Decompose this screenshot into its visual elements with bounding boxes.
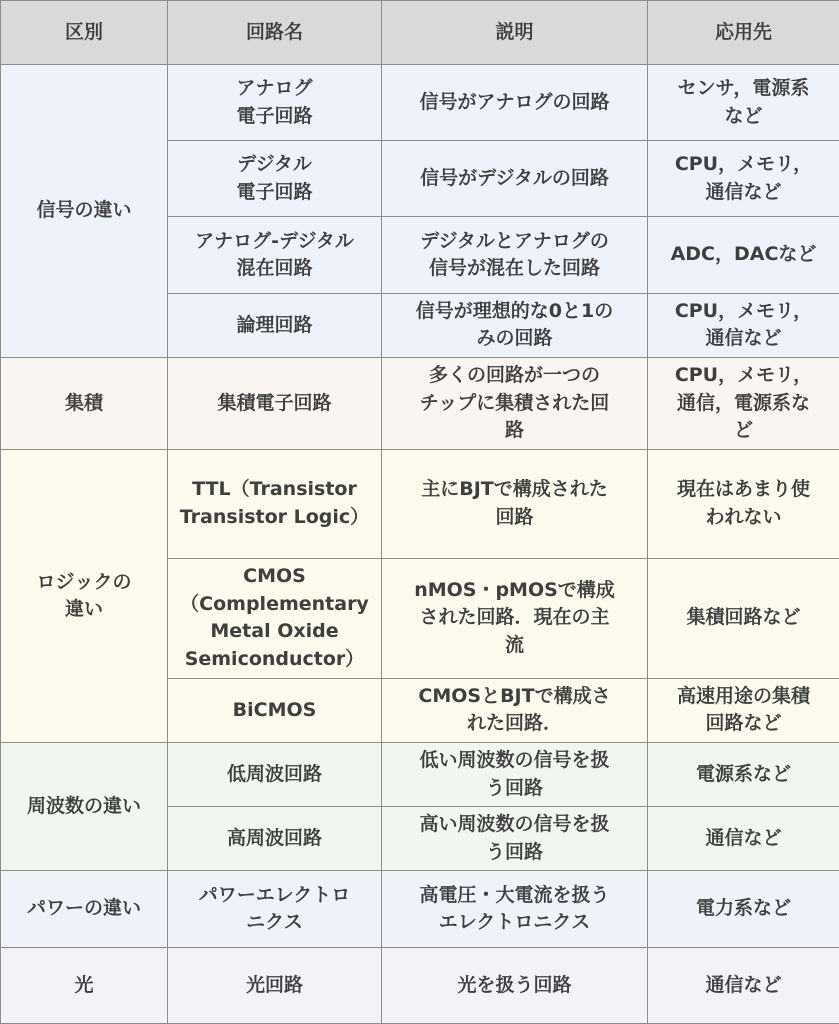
- circuit-name-text: 低周波回路: [226, 762, 322, 785]
- circuit-name-cell: [168, 558, 382, 678]
- circuit-name-cell: [168, 141, 382, 217]
- applications-cell: [648, 871, 839, 947]
- circuit-name-text: 集積電子回路: [217, 391, 332, 414]
- applications-text: センサ，電源系 など: [677, 77, 810, 127]
- applications-cell: [648, 947, 839, 1023]
- table-header-row: [1, 1, 839, 65]
- circuit-name-text: 高周波回路: [226, 827, 322, 850]
- table-row: [1, 450, 839, 558]
- applications-cell: [648, 293, 839, 357]
- circuit-name-cell: [168, 357, 382, 449]
- applications-text: 通信など: [705, 973, 782, 996]
- description-cell: [382, 871, 648, 947]
- description-cell: [382, 293, 648, 357]
- description-text: 主にBJTで構成された 回路: [421, 478, 608, 528]
- circuit-name-text: アナログ-デジタル 混在回路: [195, 229, 354, 280]
- description-cell: [382, 678, 648, 742]
- applications-cell: [648, 450, 839, 558]
- category-cell: [1, 65, 168, 358]
- description-text: 信号がデジタルの回路: [420, 167, 609, 190]
- applications-text: 通信など: [705, 827, 782, 850]
- description-text: 多くの回路が一つの チップに集積された回 路: [419, 364, 610, 442]
- description-text: nMOS・pMOSで構成 された回路．現在の主 流: [414, 578, 615, 656]
- circuit-name-cell: [168, 807, 382, 871]
- applications-text: 電源系など: [695, 762, 791, 785]
- category-label: 信号の違い: [36, 199, 132, 222]
- applications-text: CPU，メモリ， 通信，電源系な ど: [674, 364, 813, 442]
- circuit-name-cell: [168, 678, 382, 742]
- circuit-name-cell: [168, 947, 382, 1023]
- description-cell: [382, 743, 648, 807]
- applications-cell: [648, 743, 839, 807]
- circuit-name-cell: [168, 450, 382, 558]
- circuit-name-text: パワーエレクトロ ニクス: [198, 883, 351, 934]
- description-cell: [382, 217, 648, 293]
- category-label: パワーの違い: [26, 897, 141, 920]
- description-text: CMOSとBJTで構成さ れた回路．: [418, 684, 611, 735]
- table-body: [1, 65, 839, 1024]
- description-text: デジタルとアナログの 信号が混在した回路: [420, 229, 609, 280]
- table-row: [1, 65, 839, 141]
- circuit-name-cell: [168, 65, 382, 141]
- description-cell: [382, 558, 648, 678]
- description-text: 高電圧・大電流を扱う エレクトロニクス: [419, 883, 610, 934]
- category-label: 周波数の違い: [26, 794, 141, 817]
- category-cell: [1, 947, 168, 1023]
- applications-text: 集積回路など: [686, 606, 801, 629]
- description-cell: [382, 141, 648, 217]
- circuit-name-text: 論理回路: [236, 313, 313, 336]
- description-cell: [382, 357, 648, 449]
- category-cell: [1, 450, 168, 743]
- description-text: 光を扱う回路: [457, 973, 572, 996]
- table-row: [1, 947, 839, 1023]
- category-cell: [1, 743, 168, 871]
- category-cell: [1, 871, 168, 947]
- category-cell: [1, 357, 168, 449]
- circuit-name-cell: [168, 871, 382, 947]
- applications-cell: [648, 217, 839, 293]
- applications-cell: [648, 807, 839, 871]
- applications-text: 電力系など: [695, 897, 791, 920]
- applications-text: 高速用途の集積 回路など: [676, 684, 810, 735]
- applications-text: 現在はあまり使 われない: [676, 478, 810, 528]
- applications-cell: [648, 65, 839, 141]
- category-label: 光: [74, 973, 94, 996]
- description-text: 信号が理想的な0と1の みの回路: [415, 299, 614, 350]
- applications-text: ADC，DACなど: [670, 243, 817, 266]
- category-label: 集積: [64, 391, 103, 414]
- applications-text: CPU，メモリ， 通信など: [674, 153, 813, 203]
- table-row: [1, 871, 839, 947]
- header-applications: 応用先: [648, 1, 839, 65]
- description-cell: [382, 947, 648, 1023]
- applications-cell: [648, 141, 839, 217]
- header-category: 区別: [1, 1, 168, 65]
- applications-text: CPU，メモリ， 通信など: [674, 299, 813, 350]
- circuit-name-text: CMOS （Complementary Metal Oxide Semiconductor）: [180, 565, 369, 670]
- header-circuit-name: 回路名: [168, 1, 382, 65]
- applications-cell: [648, 357, 839, 449]
- description-cell: [382, 65, 648, 141]
- circuit-name-cell: [168, 217, 382, 293]
- table-row: [1, 357, 839, 449]
- circuit-name-text: BiCMOS: [232, 698, 317, 721]
- description-text: 信号がアナログの回路: [419, 90, 610, 113]
- circuit-name-cell: [168, 293, 382, 357]
- applications-cell: [648, 678, 839, 742]
- circuit-name-text: デジタル 電子回路: [236, 153, 313, 203]
- description-cell: [382, 450, 648, 558]
- header-description: 説明: [382, 1, 648, 65]
- circuit-name-cell: [168, 743, 382, 807]
- description-cell: [382, 807, 648, 871]
- circuit-name-text: TTL（Transistor Transistor Logic）: [179, 478, 370, 528]
- description-text: 低い周波数の信号を扱 う回路: [419, 749, 610, 799]
- table-row: [1, 743, 839, 807]
- circuit-name-text: アナログ 電子回路: [236, 77, 313, 127]
- category-label: ロジックの 違い: [36, 570, 132, 621]
- description-text: 高い周波数の信号を扱 う回路: [419, 813, 610, 863]
- circuit-name-text: 光回路: [245, 973, 303, 996]
- applications-cell: [648, 558, 839, 678]
